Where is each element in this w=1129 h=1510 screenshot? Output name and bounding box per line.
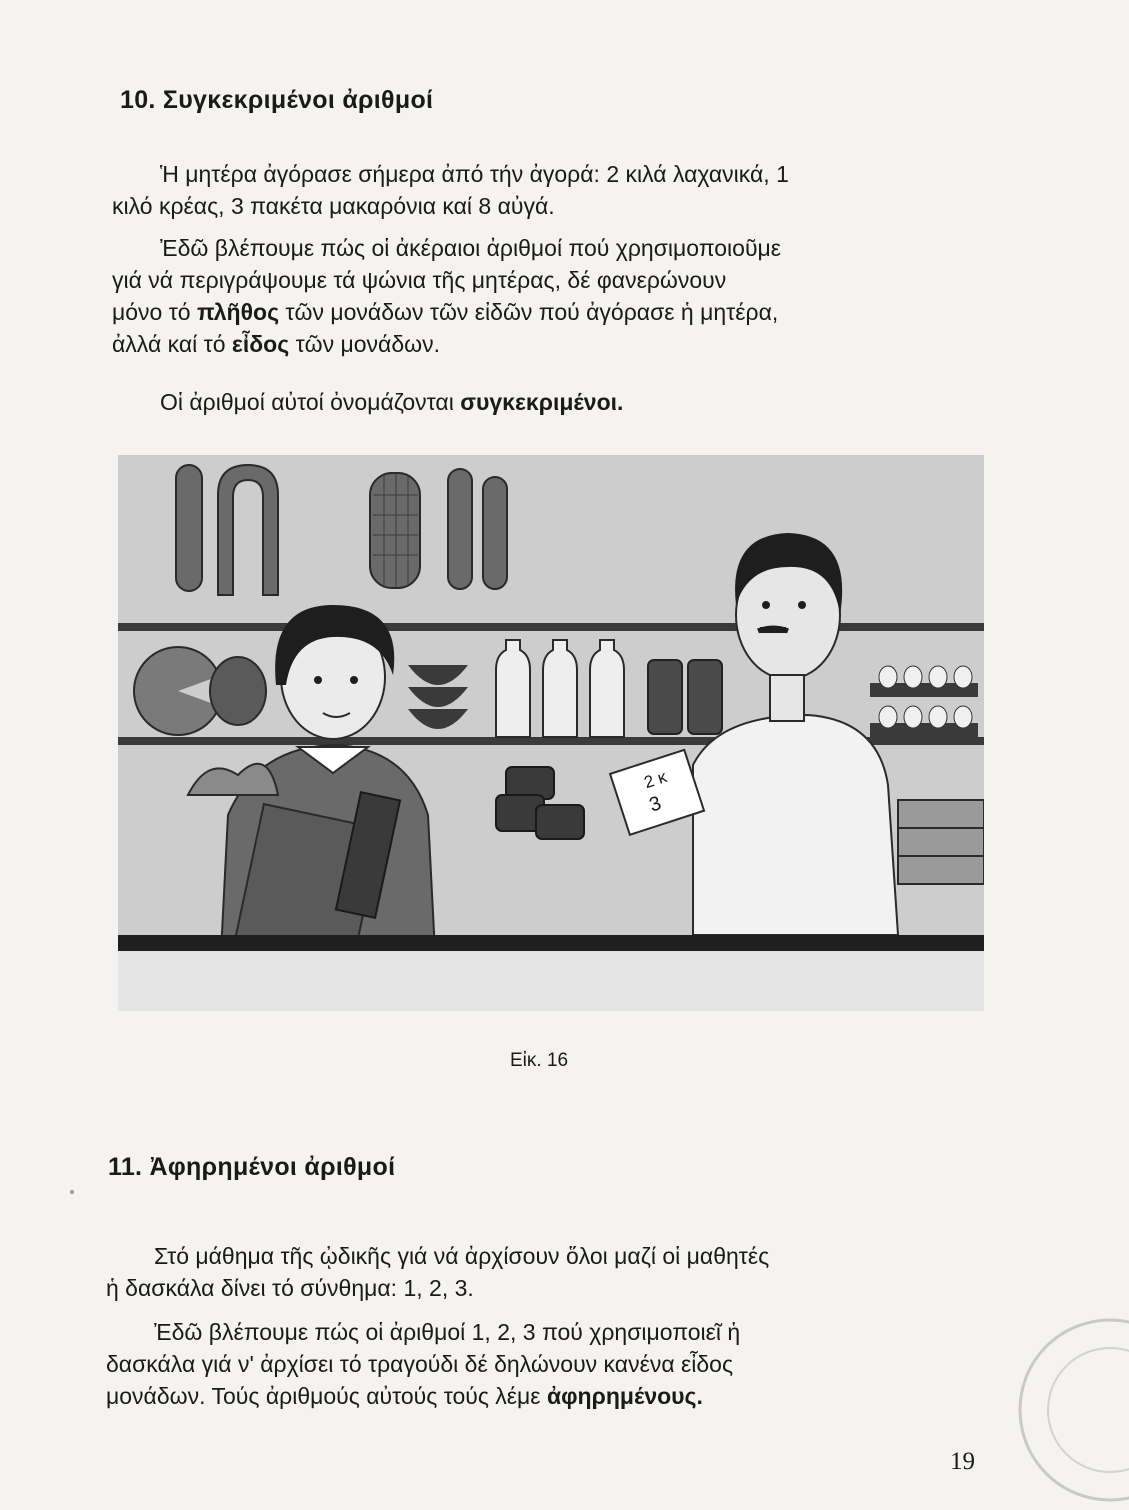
shop-scene-drawing	[118, 455, 984, 1011]
bold-term-plithos: πλῆθος	[197, 299, 280, 325]
text-fragment: Οἱ ἀριθμοί αὐτοί ὀνομάζονται	[160, 389, 461, 415]
page-number: 19	[950, 1448, 975, 1475]
text-line: δασκάλα γιά ν' ἀρχίσει τό τραγούδι δέ δηλώνουν κανένα εἶδος	[106, 1351, 734, 1377]
paper-note-bottom: 3	[646, 792, 664, 817]
counter-crates	[898, 800, 984, 884]
text-line: Ἐδῶ βλέπουμε πώς οἱ ἀριθμοί 1, 2, 3 πού χρησιμοποιεῖ ἡ	[154, 1319, 741, 1345]
bold-term-synkekrimenoi: συγκεκριμένοι.	[460, 389, 624, 415]
text-fragment: μόνο τό	[112, 299, 197, 325]
text-line: ἡ δασκάλα δίνει τό σύνθημα: 1, 2, 3.	[106, 1275, 474, 1301]
page-speck	[70, 1190, 74, 1194]
upper-shelf	[118, 623, 984, 631]
text-line	[112, 386, 988, 418]
text-line	[112, 296, 988, 328]
milk-bottles	[496, 640, 624, 737]
figure-shop-illustration	[118, 455, 984, 1011]
text-fragment: ἀλλά καί τό	[112, 331, 232, 357]
text-line	[112, 328, 988, 360]
text-line: γιά νά περιγράψουμε τά ψώνια τῆς μητέρας, δέ φανερώνουν	[112, 267, 727, 293]
counter-edge	[118, 935, 984, 951]
bold-term-eidos: εἶδος	[231, 331, 290, 357]
section-10-paragraph-2	[112, 232, 988, 360]
text-fragment: τῶν μονάδων τῶν εἰδῶν πού ἀγόρασε ἡ μητέρα,	[279, 299, 779, 325]
cheese-wheels	[134, 647, 266, 735]
section-10-paragraph-3	[112, 386, 988, 418]
library-stamp-icon	[1010, 1300, 1129, 1510]
paper-note-top: 2 κ	[641, 767, 670, 793]
section-11-paragraph-1	[106, 1240, 982, 1304]
bold-term-afirimenous: ἀφηρημένους.	[546, 1383, 703, 1409]
section-11-paragraph-2	[106, 1316, 982, 1412]
section-10-heading: 10. Συγκεκριμένοι ἀριθμοί	[120, 86, 434, 114]
text-line	[106, 1380, 982, 1412]
section-10-paragraph-1	[112, 158, 988, 222]
text-line: Ἡ μητέρα ἀγόρασε σήμερα ἀπό τήν ἀγορά: 2 κιλά λαχανικά, 1	[160, 161, 789, 187]
section-11-heading: 11. Ἀφηρημένοι ἀριθμοί	[108, 1153, 396, 1181]
text-line: κιλό κρέας, 3 πακέτα μακαρόνια καί 8 αὐγά.	[112, 193, 555, 219]
text-fragment: μονάδων. Τούς ἀριθμούς αὐτούς τούς λέμε	[106, 1383, 547, 1409]
counter-front	[118, 951, 984, 1011]
figure-caption: Εἰκ. 16	[510, 1050, 569, 1071]
text-line: Στό μάθημα τῆς ᾠδικῆς γιά νά ἀρχίσουν ὅλοι μαζί οἱ μαθητές	[154, 1243, 770, 1269]
text-fragment: τῶν μονάδων.	[289, 331, 441, 357]
text-line: Ἐδῶ βλέπουμε πώς οἱ ἀκέραιοι ἀριθμοί πού χρησιμοποιοῦμε	[160, 235, 782, 261]
